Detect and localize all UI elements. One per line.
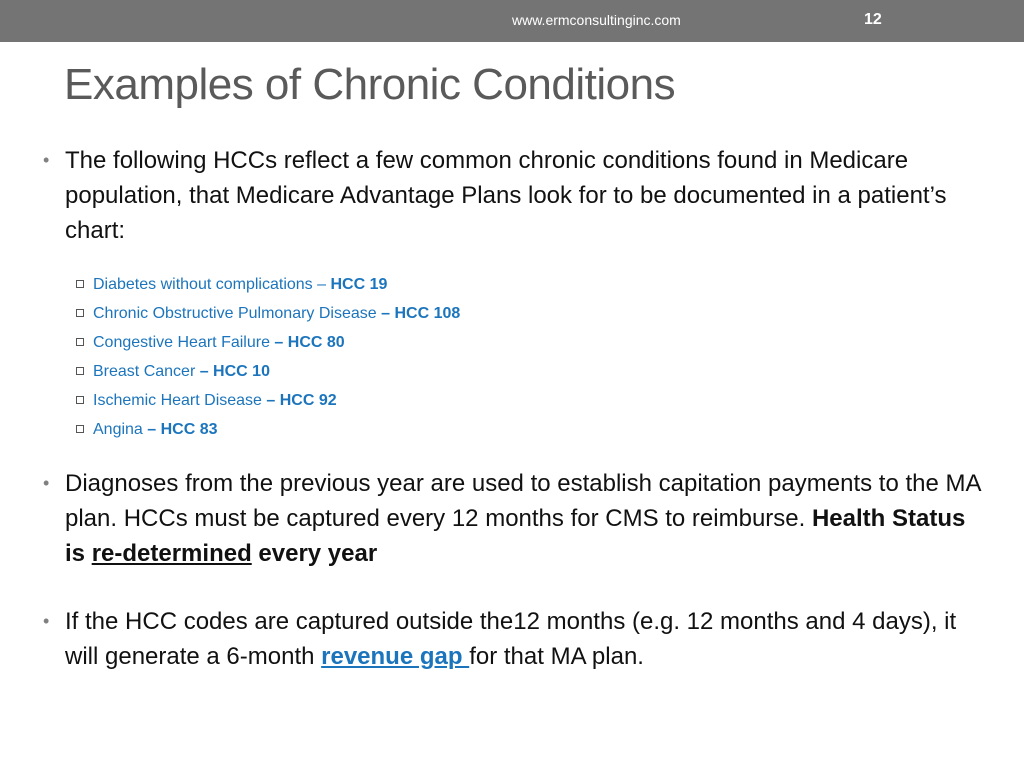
revenue-gap-link[interactable]: revenue gap — [321, 643, 470, 670]
bullet-revenue-gap — [43, 604, 985, 674]
bullet-hcc-intro-text: The following HCCs reflect a few common chronic conditions found in Medicare population, that Medicare Advantage Plans look for to be documented in a patient’s chart: — [65, 147, 947, 244]
checkbox-square-icon — [76, 396, 84, 404]
condition-name: Angina — [93, 421, 143, 438]
condition-name: Ischemic Heart Disease — [93, 392, 262, 409]
checkbox-square-icon — [76, 309, 84, 317]
condition-code: – HCC 108 — [376, 305, 461, 322]
page-number: 12 — [864, 11, 882, 28]
checkbox-square-icon — [76, 280, 84, 288]
every-year-emphasis: every year — [251, 540, 378, 567]
bullet-dot-icon: • — [43, 473, 50, 493]
list-item — [76, 386, 460, 415]
bullet-diagnoses-text: Diagnoses from the previous year are used to establish capitation payments to the MA plan. HCCs must be captured every 12 months for CMS to reimburse. — [65, 470, 981, 532]
bullet-dot-icon: • — [43, 150, 50, 170]
list-item — [76, 328, 460, 357]
bullet-revenue-gap-text: If the HCC codes are captured outside the12 months (e.g. 12 months and 4 days), it will generate a 6-month — [65, 608, 957, 670]
list-item — [76, 357, 460, 386]
checkbox-square-icon — [76, 425, 84, 433]
bullet-hcc-intro — [43, 143, 985, 248]
condition-name: Congestive Heart Failure — [93, 334, 270, 351]
condition-name: Chronic Obstructive Pulmonary Disease — [93, 305, 377, 322]
condition-name: Diabetes without complications – — [93, 276, 331, 293]
list-item — [76, 270, 460, 299]
top-bar — [0, 0, 1024, 42]
website-url: www.ermconsultinginc.com — [512, 12, 681, 28]
condition-list — [76, 270, 460, 444]
checkbox-square-icon — [76, 367, 84, 375]
bullet-dot-icon: • — [43, 611, 50, 631]
condition-name: Breast Cancer — [93, 363, 196, 380]
slide-title: Examples of Chronic Conditions — [64, 60, 676, 109]
bullet-revenue-gap-end: for that MA plan. — [469, 643, 644, 670]
condition-code: HCC 19 — [330, 276, 388, 293]
condition-code: – HCC 80 — [269, 334, 345, 351]
list-item — [76, 299, 460, 328]
list-item — [76, 415, 460, 444]
condition-code: – HCC 92 — [261, 392, 337, 409]
condition-code: – HCC 83 — [142, 421, 218, 438]
bullet-diagnoses — [43, 466, 985, 571]
condition-code: – HCC 10 — [195, 363, 270, 380]
re-determined-emphasis: re-determined — [91, 540, 252, 567]
checkbox-square-icon — [76, 338, 84, 346]
health-status-emphasis: Health Status is — [65, 505, 966, 567]
